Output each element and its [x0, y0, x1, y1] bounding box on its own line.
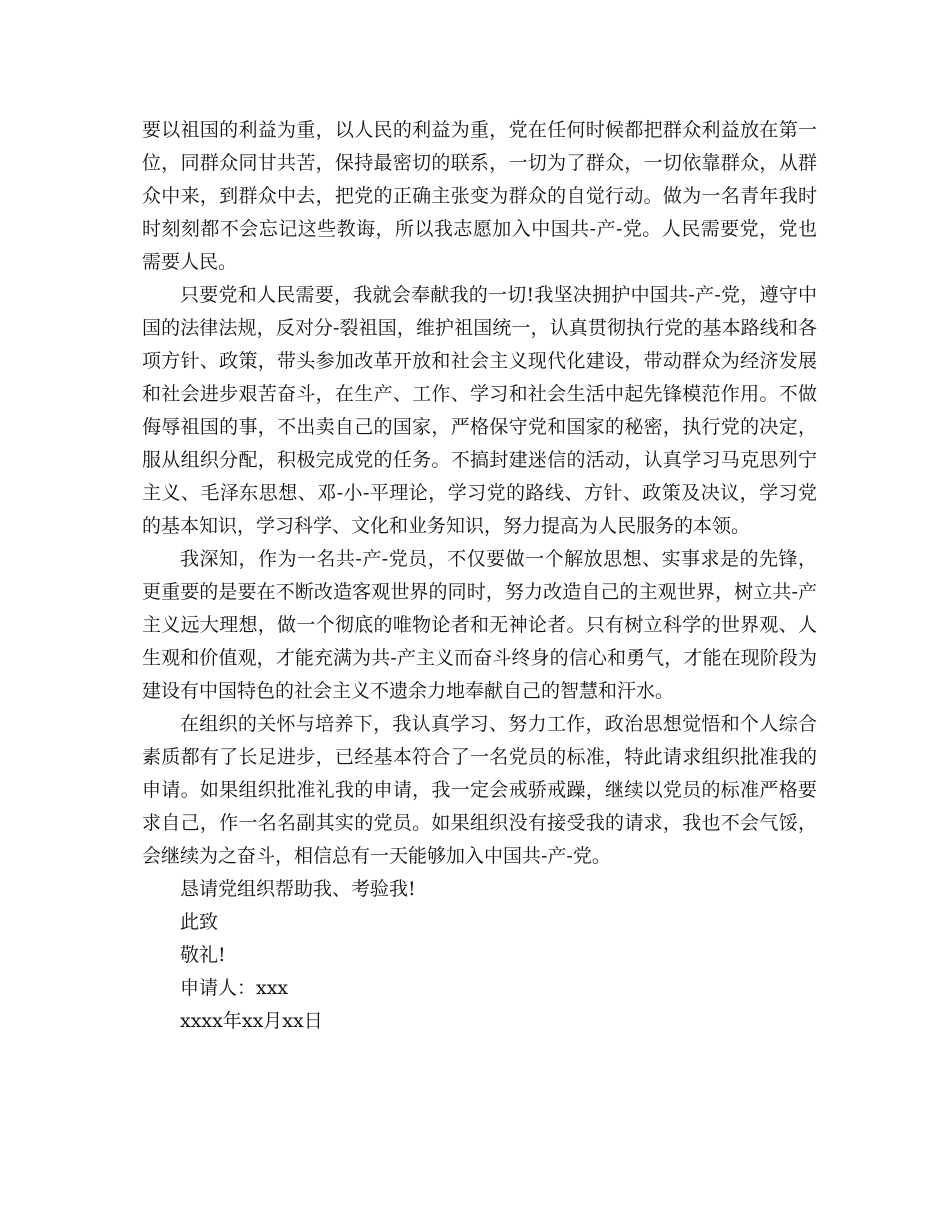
paragraph-4: 在组织的关怀与培养下，我认真学习、努力工作，政治思想觉悟和个人综合素质都有了长足进步，已经基本符合了一名党员的标准，特此请求组织批准我的申请。如果组织批准礼我的申请，我一定会戒骄戒躁，继续以党员的标准严格要求自己，作一名名副其实的党员。如果组织没有接受我的请求，我也不会气馁，会继续为之奋斗，相信总有一天能够加入中国共-产-党。	[142, 713, 817, 867]
closing-request: 恳请党组织帮助我、考验我!	[180, 878, 416, 900]
paragraph-2: 只要党和人民需要，我就会奉献我的一切!我坚决拥护中国共-产-党，遵守中国的法律法规，反对分-裂祖国，维护祖国统一，认真贯彻执行党的基本路线和各项方针、政策，带头参加改革开放和社会主义现代化建设，带动群众为经济发展和社会进步艰苦奋斗，在生产、工作、学习和社会生活中起先锋模范作用。不做侮辱祖国的事，不出卖自己的国家，严格保守党和国家的秘密，执行党的决定，服从组织分配，积极完成党的任务。不搞封建迷信的活动，认真学习马克思列宁主义、毛泽东思想、邓-小-平理论，学习党的路线、方针、政策及决议，学习党的基本知识，学习科学、文化和业务知识，努力提高为人民服务的本领。	[142, 284, 817, 537]
paragraph-3: 我深知，作为一名共-产-党员，不仅要做一个解放思想、实事求是的先锋，更重要的是要在不断改造客观世界的同时，努力改造自己的主观世界，树立共-产主义远大理想，做一个彻底的唯物论者和无神论者。只有树立科学的世界观、人生观和价值观，才能充满为共-产主义而奋斗终身的信心和勇气，才能在现阶段为建设有中国特色的社会主义不遗余力地奉献自己的智慧和汗水。	[142, 548, 817, 702]
closing-salutation-2: 敬礼!	[180, 944, 226, 966]
closing-salutation-1: 此致	[180, 911, 219, 933]
applicant-line: 申请人：xxx	[180, 977, 289, 999]
date-line: xxxx年xx月xx日	[180, 1010, 323, 1032]
document-body	[142, 114, 817, 1038]
paragraph-1: 要以祖国的利益为重，以人民的利益为重，党在任何时候都把群众利益放在第一位，同群众同甘共苦，保持最密切的联系，一切为了群众，一切依靠群众，从群众中来，到群众中去，把党的正确主张变为群众的自觉行动。做为一名青年我时时刻刻都不会忘记这些教诲，所以我志愿加入中国共-产-党。人民需要党，党也需要人民。	[142, 119, 817, 273]
